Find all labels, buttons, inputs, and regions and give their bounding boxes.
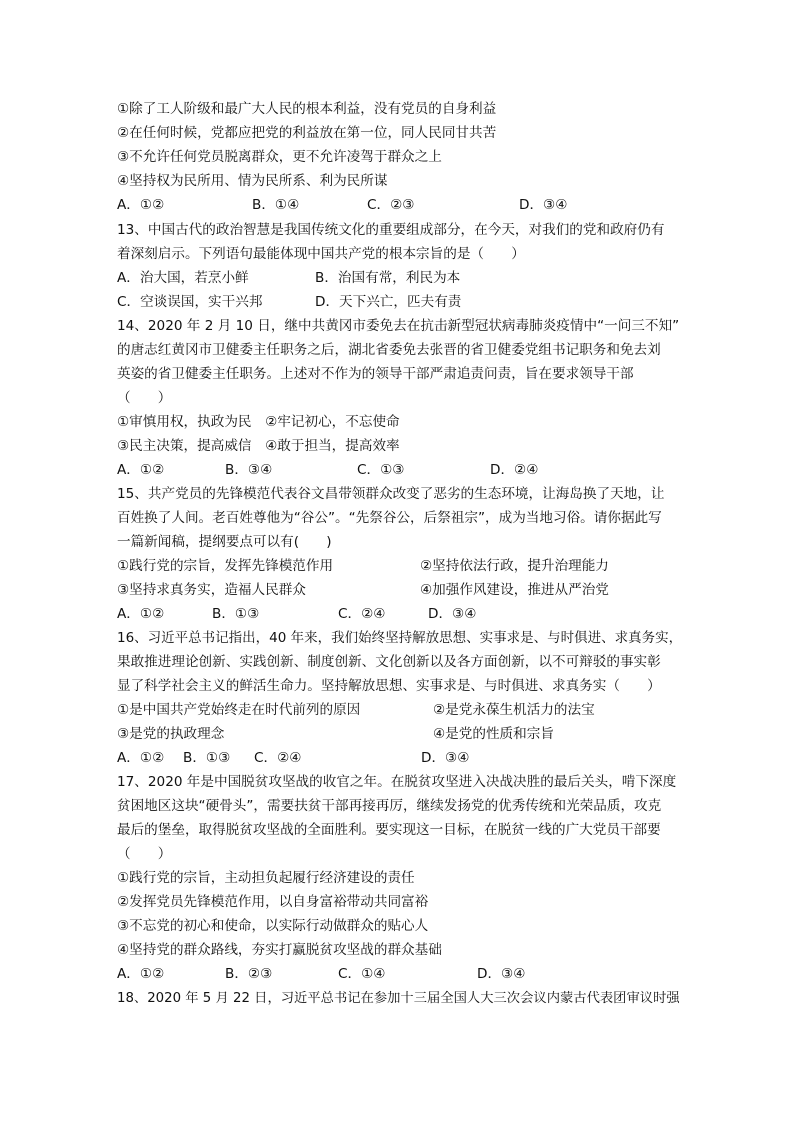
q14-option-b[interactable]: B．③④ — [225, 462, 273, 478]
q14-option-c[interactable]: C．①③ — [357, 462, 405, 478]
q15-stem-line-3: 一篇新闻稿，提纲要点可以有( ) — [117, 534, 332, 550]
q15-statement-2: ②坚持依法行政，提升治理能力 — [420, 558, 609, 574]
q15-stem-line-1: 15、共产党员的先锋模范代表谷文昌带领群众改变了恶劣的生态环境，让海岛换了天地，让 — [117, 486, 665, 502]
q15-option-d[interactable]: D．③④ — [428, 606, 477, 622]
q17-option-c[interactable]: C．①④ — [338, 966, 386, 982]
q13-option-d[interactable]: D．天下兴亡，匹夫有责 — [315, 294, 462, 310]
q17-stem-line-2: 贫困地区这块“硬骨头”，需要扶贫干部再接再厉，继续发扬党的优秀传统和光荣品质，攻克 — [117, 798, 662, 814]
q14-stem-line-1: 14、2020 年 2 月 10 日，继中共黄冈市委免去在抗击新型冠状病毒肺炎疫情中“一问三不知” — [117, 318, 680, 334]
q17-option-b[interactable]: B．②③ — [225, 966, 273, 982]
q17-statement-1: ①践行党的宗旨，主动担负起履行经济建设的责任 — [117, 870, 415, 886]
q15-stem-line-2: 百姓换了人间。老百姓尊他为“谷公”。“先祭谷公，后祭祖宗”，成为当地习俗。请你据此写 — [117, 510, 662, 526]
q15-statement-3: ③坚持求真务实，造福人民群众 — [117, 582, 306, 598]
q17-stem-line-1: 17、2020 年是中国脱贫攻坚战的收官之年。在脱贫攻坚进入决战决胜的最后关头，啃下深度 — [117, 774, 677, 790]
q12-statement-4: ④坚持权为民所用、情为民所系、利为民所谋 — [117, 173, 388, 189]
q16-stem-line-1: 16、习近平总书记指出，40 年来，我们始终坚持解放思想、实事求是、与时俱进、求真务实， — [117, 630, 683, 646]
q14-stem-line-2: 的唐志红黄冈市卫健委主任职务之后，湖北省委免去张晋的省卫健委党组书记职务和免去刘 — [117, 342, 661, 358]
q14-option-a[interactable]: A．①② — [117, 462, 165, 478]
q17-statement-3: ③不忘党的初心和使命，以实际行动做群众的贴心人 — [117, 918, 429, 934]
q16-statement-3: ③是党的执政理念 — [117, 726, 225, 742]
q12-option-b[interactable]: B．①④ — [252, 197, 300, 213]
q13-option-b[interactable]: B．治国有常，利民为本 — [315, 270, 461, 286]
q16-statement-4: ④是党的性质和宗旨 — [433, 726, 554, 742]
q16-statement-1: ①是中国共产党始终走在时代前列的原因 — [117, 702, 361, 718]
q16-stem-line-3: 显了科学社会主义的鲜活生命力。坚持解放思想、实事求是、与时俱进、求真务实（ ） — [117, 678, 661, 694]
q17-statement-2: ②发挥党员先锋模范作用，以自身富裕带动共同富裕 — [117, 894, 429, 910]
q16-option-b[interactable]: B．①③ — [183, 750, 231, 766]
q16-stem-line-2: 果敢推进理论创新、实践创新、制度创新、文化创新以及各方面创新，以不可辩驳的事实彰 — [117, 654, 661, 670]
q17-option-d[interactable]: D．③④ — [477, 966, 526, 982]
q12-statement-1: ①除了工人阶级和最广大人民的根本利益，没有党员的自身利益 — [117, 101, 497, 117]
q14-option-d[interactable]: D．②④ — [490, 462, 539, 478]
q13-option-a[interactable]: A．治大国，若烹小鲜 — [117, 270, 249, 286]
q15-statement-1: ①践行党的宗旨，发挥先锋模范作用 — [117, 558, 334, 574]
q17-statement-4: ④坚持党的群众路线，夯实打赢脱贫攻坚战的群众基础 — [117, 942, 442, 958]
q17-stem-line-3: 最后的堡垒，取得脱贫攻坚战的全面胜利。要实现这一目标，在脱贫一线的广大党员干部要 — [117, 822, 661, 838]
q15-option-c[interactable]: C．②④ — [338, 606, 386, 622]
q12-statement-2: ②在任何时候，党都应把党的利益放在第一位，同人民同甘共苦 — [117, 125, 497, 141]
q16-option-a[interactable]: A．①② — [117, 750, 165, 766]
q12-statement-3: ③不允许任何党员脱离群众，更不允许凌驾于群众之上 — [117, 149, 442, 165]
q14-stem-line-4: （ ） — [117, 390, 172, 406]
q14-statements-2: ③民主决策，提高威信 ④敢于担当，提高效率 — [117, 438, 400, 454]
q13-option-c[interactable]: C．空谈误国，实干兴邦 — [117, 294, 263, 310]
q14-stem-line-3: 英姿的省卫健委主任职务。上述对不作为的领导干部严肃追责问责，旨在要求领导干部 — [117, 366, 634, 382]
q16-option-c[interactable]: C．②④ — [254, 750, 302, 766]
q15-option-b[interactable]: B．①③ — [212, 606, 260, 622]
q13-stem-line-1: 13、中国古代的政治智慧是我国传统文化的重要组成部分，在今天，对我们的党和政府仍有 — [117, 222, 665, 238]
q18-stem-line-1: 18、2020 年 5 月 22 日，习近平总书记在参加十三届全国人大三次会议内蒙古代表团审议时强 — [117, 991, 680, 1006]
q15-statement-4: ④加强作风建设，推进从严治党 — [420, 582, 609, 598]
q13-stem-line-2: 着深刻启示。下列语句最能体现中国共产党的根本宗旨的是（ ） — [117, 246, 525, 262]
q12-option-d[interactable]: D．③④ — [519, 197, 568, 213]
q17-option-a[interactable]: A．①② — [117, 966, 165, 982]
q16-option-d[interactable]: D．③④ — [421, 750, 470, 766]
q12-option-a[interactable]: A．①② — [117, 197, 165, 213]
q16-statement-2: ②是党永葆生机活力的法宝 — [433, 702, 595, 718]
q15-option-a[interactable]: A．①② — [117, 606, 165, 622]
q17-stem-line-4: （ ） — [117, 846, 172, 862]
q12-option-c[interactable]: C．②③ — [367, 197, 415, 213]
q14-statements-1: ①审慎用权，执政为民 ②牢记初心，不忘使命 — [117, 414, 400, 430]
